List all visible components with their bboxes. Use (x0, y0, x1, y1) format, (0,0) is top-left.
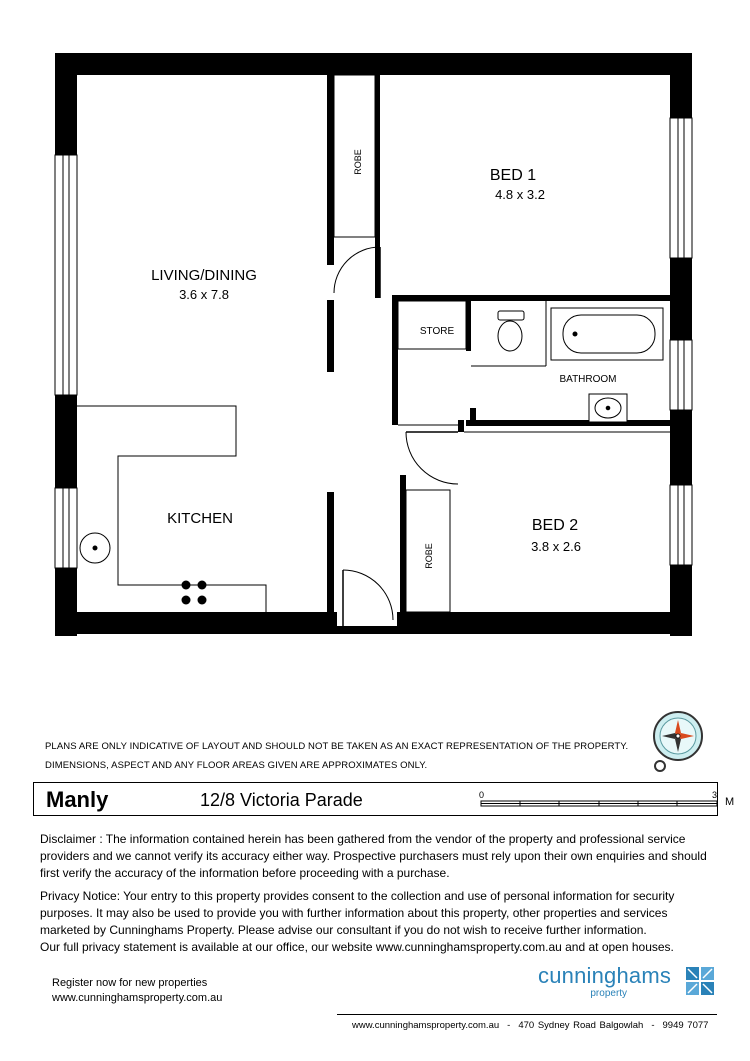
wall-bed1-bottom (392, 295, 670, 301)
bathroom-name: BATHROOM (559, 374, 617, 385)
scale-bar (479, 789, 735, 813)
window-right-1 (670, 118, 692, 258)
scale-unit-label: M (725, 796, 735, 808)
footer-address: 470 Sydney Road Balgowlah (518, 1020, 644, 1031)
scale-end-label: 3 (711, 790, 717, 800)
robe2-name: ROBE (424, 543, 434, 569)
wall-bath-bottom (466, 420, 670, 426)
wall-kitchen-living (327, 492, 334, 612)
plan-notice-line1: PLANS ARE ONLY INDICATIVE OF LAYOUT AND SHOULD NOT BE TAKEN AS AN EXACT REPRESENTATION OF THE PROPERTY. (45, 741, 629, 752)
toilet-icon (498, 311, 524, 351)
outer-wall-bottom-left (55, 612, 337, 634)
register-block (52, 976, 222, 1006)
outer-wall-bottom-mid (337, 626, 397, 634)
property-address: 12/8 Victoria Parade (200, 790, 363, 810)
privacy-paragraph-2: Our full privacy statement is available at our office, our website www.cunninghamsproperty.com.au and at open houses. (40, 940, 674, 954)
disclaimer-text (40, 831, 720, 882)
window-left-1 (55, 155, 77, 395)
register-line: Register now for new properties (52, 977, 208, 989)
privacy-paragraph-1: Privacy Notice: Your entry to this property provides consent to the collection and use of personal information for security purposes. It may also be used to provide you with further information about this property, other properties and services marketed by Cunninghams Property. Please advise our consultant if you do not wish to receive further information. (40, 889, 675, 937)
wall-bed2-left-top (458, 420, 464, 432)
plan-notice-line2: DIMENSIONS, ASPECT AND ANY FLOOR AREAS GIVEN ARE APPROXIMATES ONLY. (45, 760, 428, 771)
wall-living-robe-low (327, 300, 334, 372)
privacy-notice (40, 888, 720, 956)
window-right-2 (670, 340, 692, 410)
window-left-2 (55, 488, 77, 568)
suburb-name: Manly (46, 787, 109, 812)
living-name: LIVING/DINING (151, 267, 257, 284)
cunninghams-logo (538, 963, 672, 999)
living-size: 3.6 x 7.8 (179, 287, 229, 302)
footer-website[interactable]: www.cunninghamsproperty.com.au (352, 1020, 500, 1031)
window-right-3 (670, 485, 692, 565)
sink-icon (80, 533, 110, 563)
wall-bath-lower (470, 408, 476, 426)
basin-icon (589, 394, 627, 422)
bed1-name: BED 1 (489, 167, 537, 184)
wall-living-robe-top (327, 75, 334, 265)
outer-wall-top (55, 53, 690, 75)
store-name: STORE (419, 326, 455, 337)
wall-store-right (466, 301, 471, 351)
bed2-name: BED 2 (531, 517, 579, 534)
title-bar (33, 782, 735, 816)
footer (348, 1020, 712, 1031)
footer-divider (337, 1014, 717, 1015)
bed1-size: 4.8 x 3.2 (495, 187, 545, 202)
scale-start-label: 0 (479, 790, 485, 800)
logo-name: cunninghams (538, 963, 672, 988)
logo-sub: property (590, 988, 628, 999)
outer-wall-bottom-right (397, 612, 692, 634)
bathtub-icon (551, 308, 663, 360)
footer-phone: 9949 7077 (662, 1020, 709, 1031)
footer-sep-1: - (507, 1020, 511, 1031)
compass-icon (654, 712, 702, 771)
footer-sep-2: - (651, 1020, 655, 1031)
disclaimer-paragraph: Disclaimer : The information contained herein has been gathered from the vendor of the property and professional service providers and we cannot verify its accuracy either way. Prospective purchasers must rely upon their own enquiries and should first verify the accuracy of the information before proceeding with a purchase. (40, 832, 707, 880)
logo-squares-icon (686, 967, 716, 997)
wall-store-left (392, 295, 398, 425)
wall-bed2-left (400, 475, 406, 612)
kitchen-name: KITCHEN (167, 510, 233, 527)
register-website-link[interactable]: www.cunninghamsproperty.com.au (52, 992, 223, 1004)
robe1-name: ROBE (353, 149, 363, 175)
bed2-size: 3.8 x 2.6 (531, 539, 581, 554)
